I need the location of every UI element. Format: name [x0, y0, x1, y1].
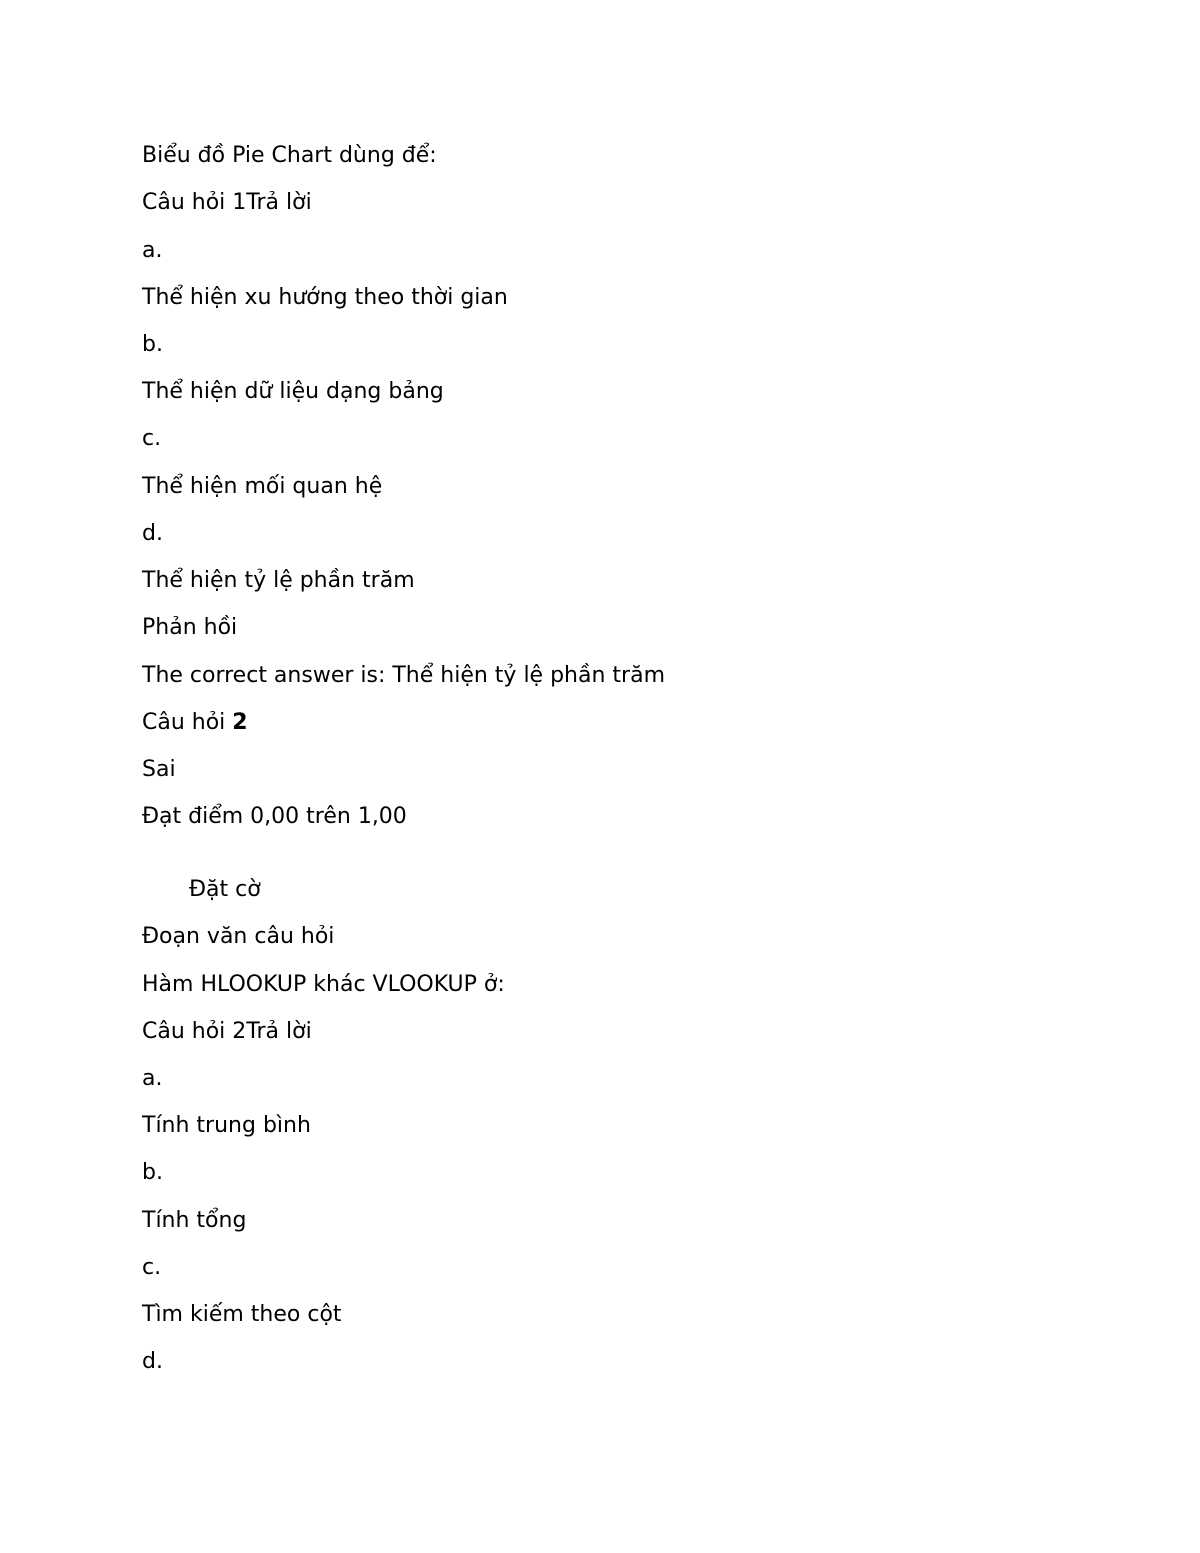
question-1-answer-label: Câu hỏi 1Trả lời [142, 190, 312, 215]
question-1-option-c-text: Thể hiện mối quan hệ [142, 474, 383, 499]
question-2-score: Đạt điểm 0,00 trên 1,00 [142, 804, 407, 829]
question-2-option-b-text: Tính tổng [142, 1208, 247, 1233]
question-2-answer-label: Câu hỏi 2Trả lời [142, 1019, 312, 1044]
question-1-option-d-letter: d. [142, 521, 163, 546]
question-2-number: 2 [232, 710, 248, 735]
question-2-option-b-letter: b. [142, 1160, 163, 1185]
question-2-text-heading: Đoạn văn câu hỏi [142, 924, 335, 949]
question-2-heading [142, 709, 248, 737]
question-1-prompt: Biểu đồ Pie Chart dùng để: [142, 143, 437, 168]
question-2-option-c-text: Tìm kiếm theo cột [142, 1302, 342, 1327]
question-1-option-b-text: Thể hiện dữ liệu dạng bảng [142, 379, 444, 404]
question-1-correct-answer: The correct answer is: Thể hiện tỷ lệ phần trăm [142, 663, 665, 688]
question-2-option-c-letter: c. [142, 1255, 162, 1280]
flag-question-link[interactable]: Đặt cờ [189, 877, 261, 902]
question-2-option-a-text: Tính trung bình [142, 1113, 311, 1138]
question-1-feedback-heading: Phản hồi [142, 615, 238, 640]
question-2-prompt: Hàm HLOOKUP khác VLOOKUP ở: [142, 972, 505, 997]
question-2-status: Sai [142, 757, 176, 782]
question-1-option-a-text: Thể hiện xu hướng theo thời gian [142, 285, 508, 310]
question-2-option-a-letter: a. [142, 1066, 163, 1091]
question-1-option-b-letter: b. [142, 332, 163, 357]
question-2-heading-prefix: Câu hỏi [142, 710, 233, 735]
question-1-option-c-letter: c. [142, 426, 162, 451]
question-1-option-d-text: Thể hiện tỷ lệ phần trăm [142, 568, 415, 593]
question-1-option-a-letter: a. [142, 238, 163, 263]
question-2-option-d-letter: d. [142, 1349, 163, 1374]
